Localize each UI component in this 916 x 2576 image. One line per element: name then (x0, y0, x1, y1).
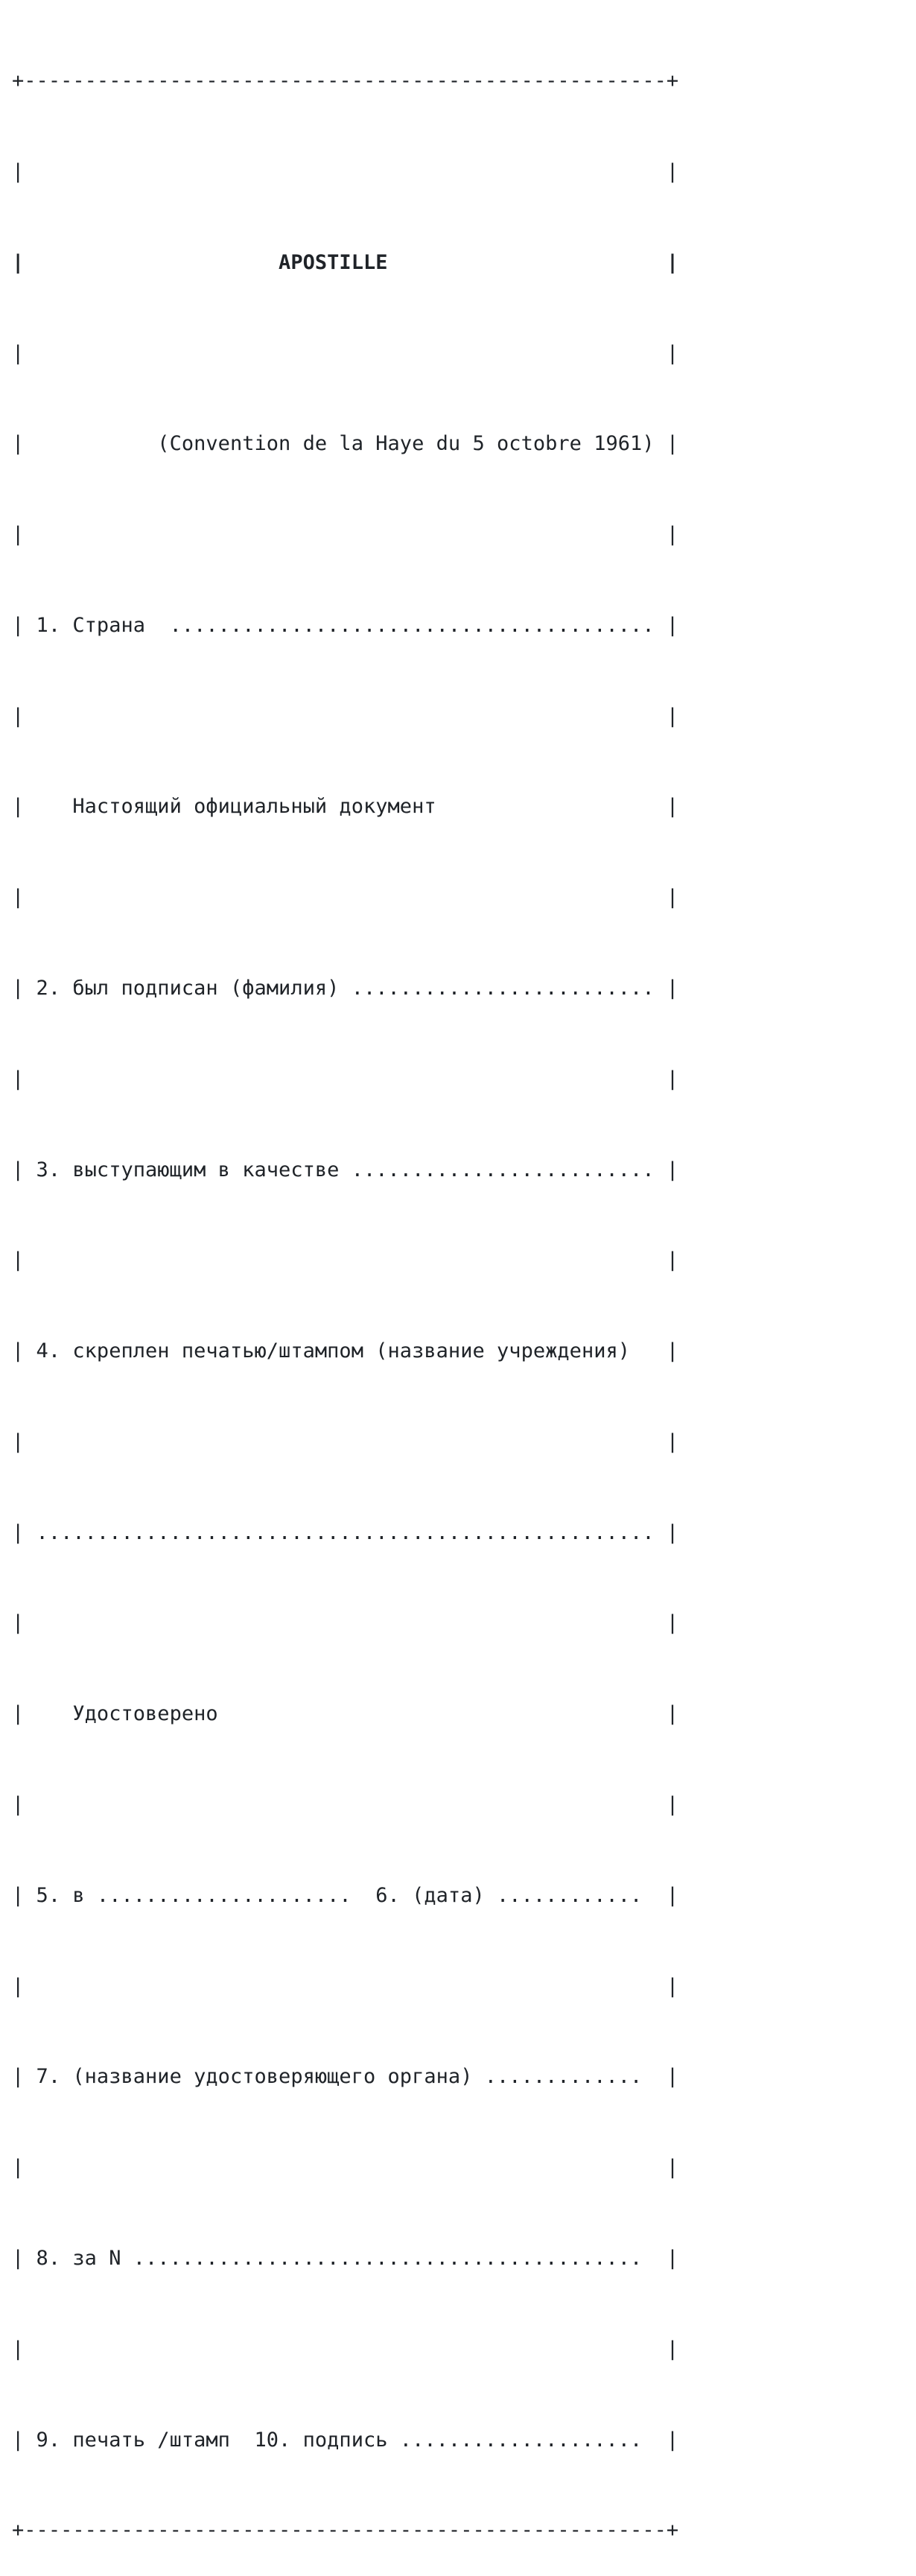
field-7-certifying-authority: | 7. (название удостоверяющего органа) ............. | (12, 2065, 679, 2089)
form-line-blank: | | (12, 1974, 679, 1998)
field-3-capacity: | 3. выступающим в качестве ......................... | (12, 1158, 679, 1181)
form-line-blank: | | (12, 159, 679, 183)
field-4-seal-authority-dots: | ................................................... | (12, 1520, 679, 1544)
form-line-blank: | | (12, 341, 679, 365)
form-line-blank: | | (12, 886, 679, 910)
field-8-number: | 8. за N .......................................... | (12, 2246, 679, 2270)
border-bottom: +-----------------------------------------------------+ (12, 2519, 679, 2542)
form-line-blank: | | (12, 1249, 679, 1272)
field-9-10-seal-signature: | 9. печать /штамп 10. подпись .................... | (12, 2428, 679, 2452)
border-top: +-----------------------------------------------------+ (12, 69, 679, 93)
form-title: | APOSTILLE | (12, 250, 679, 274)
apostille-form (12, 6, 678, 2576)
form-line-blank: | | (12, 2337, 679, 2361)
field-2-signed-by: | 2. был подписан (фамилия) ......................... | (12, 977, 679, 1000)
form-line-blank: | | (12, 1067, 679, 1091)
form-line-blank: | | (12, 704, 679, 728)
field-4-seal-authority: | 4. скреплен печатью/штампом (название учреждения) | (12, 1339, 679, 1363)
form-line-blank: | | (12, 2156, 679, 2180)
field-1-country: | 1. Страна ........................................ | (12, 613, 679, 637)
document-statement: | Настоящий официальный документ | (12, 795, 679, 819)
form-line-blank: | | (12, 1430, 679, 1453)
form-line-blank: | | (12, 1611, 679, 1635)
form-subtitle: | (Convention de la Haye du 5 octobre 1961) | (12, 432, 679, 456)
form-line-blank: | | (12, 1793, 679, 1817)
form-line-blank: | | (12, 523, 679, 547)
field-5-6-place-date: | 5. в ..................... 6. (дата) ............ | (12, 1883, 679, 1907)
certified-heading: | Удостоверено | (12, 1702, 679, 1726)
